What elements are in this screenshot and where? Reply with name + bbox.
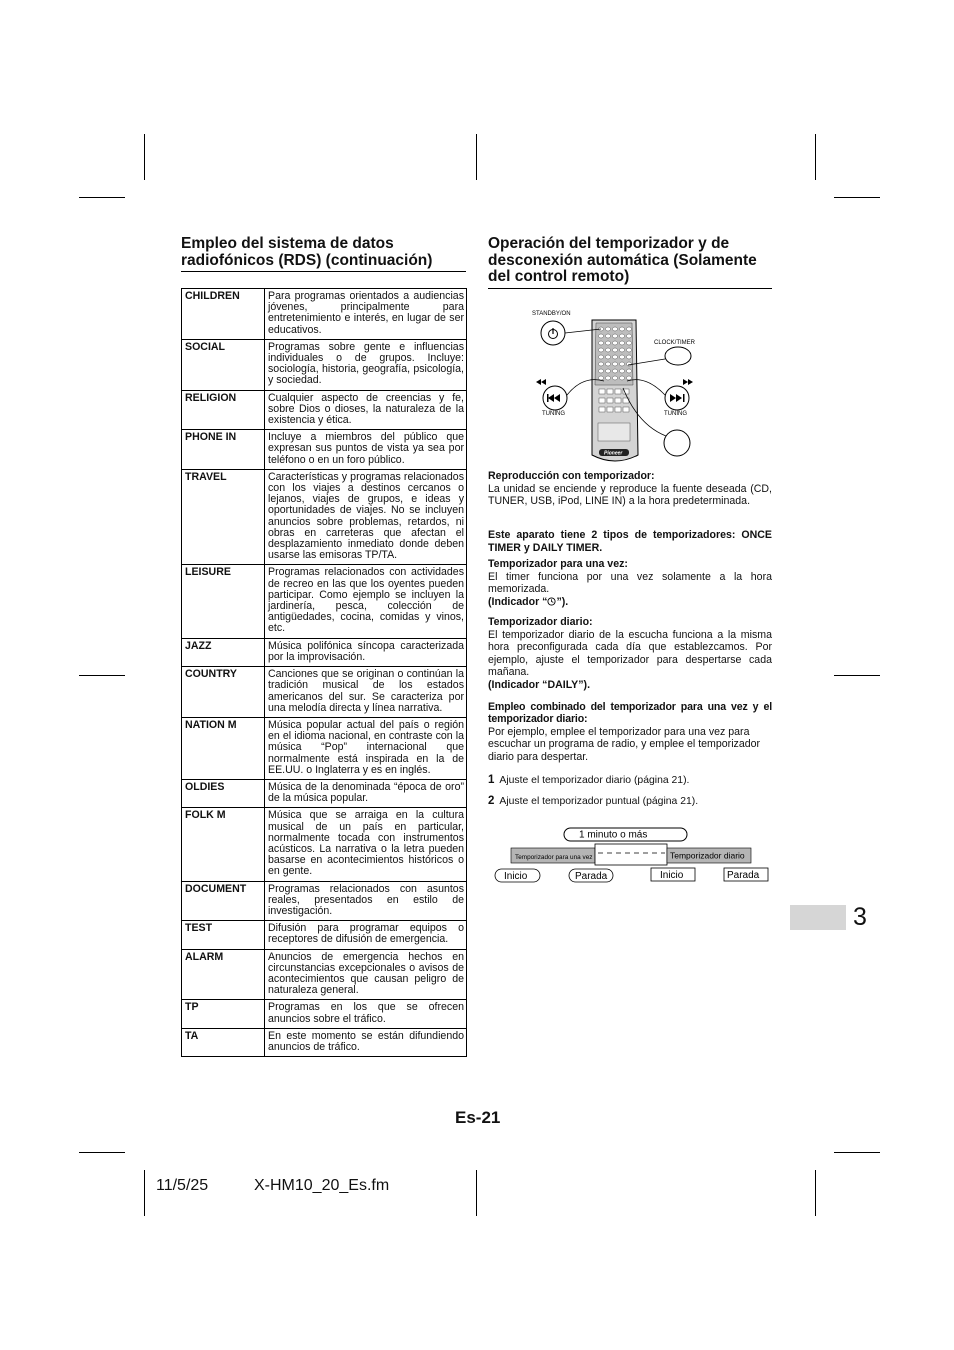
crop-mark xyxy=(79,675,125,676)
paragraph-text: Por ejemplo, emplee el temporizador para una vez para escuchar un programa de radio, y emplee el temporizador diario para despertar. xyxy=(488,725,761,763)
rds-program-description: Música de la denominada “época de oro” de la música popular. xyxy=(265,779,467,807)
remote-key xyxy=(626,369,631,373)
chapter-number: 3 xyxy=(853,903,867,931)
remote-key xyxy=(599,398,605,403)
rds-table-row xyxy=(182,1028,467,1056)
rds-program-type: TA xyxy=(182,1028,265,1056)
crop-mark xyxy=(79,197,125,198)
remote-key xyxy=(619,341,624,345)
remote-key xyxy=(619,369,624,373)
daily-indicator: (Indicador “DAILY”). xyxy=(488,678,591,691)
remote-key xyxy=(598,369,603,373)
remote-key xyxy=(607,398,613,403)
rds-table-row xyxy=(182,1000,467,1028)
step-number: 1 xyxy=(488,774,495,786)
rds-program-description: En este momento se están difundiendo anuncios de tráfico. xyxy=(265,1028,467,1056)
timer-timeline-diagram xyxy=(494,824,772,886)
left-heading xyxy=(181,236,432,269)
remote-key xyxy=(623,407,629,412)
paragraph-heading: Temporizador diario: xyxy=(488,616,593,628)
step-item xyxy=(488,795,698,807)
remote-key xyxy=(598,376,603,380)
timer-types-paragraph: Este aparato tiene 2 tipos de temporizadores: ONCE TIMER y DAILY TIMER. xyxy=(488,529,772,554)
remote-key xyxy=(619,348,624,352)
remote-key xyxy=(612,362,617,366)
remote-key xyxy=(598,355,603,359)
remote-key xyxy=(605,341,610,345)
rds-program-type: RELIGION xyxy=(182,390,265,430)
rds-program-type: TP xyxy=(182,1000,265,1028)
left-heading-line: radiofónicos (RDS) (continuación) xyxy=(181,251,433,269)
remote-key xyxy=(612,341,617,345)
rds-program-type: DOCUMENT xyxy=(182,881,265,921)
remote-key xyxy=(626,341,631,345)
remote-key xyxy=(605,362,610,366)
paragraph-heading: Reproducción con temporizador: xyxy=(488,470,655,482)
timer-playback-paragraph xyxy=(488,470,772,508)
rds-program-description: Difusión para programar equipos o receptores de difusión de emergencia. xyxy=(265,921,467,949)
indicator-suffix: ”). xyxy=(556,595,569,608)
daily-timer-bar-label: Temporizador diario xyxy=(670,850,745,861)
remote-key xyxy=(607,407,613,412)
clock-timer-label: CLOCK/TIMER xyxy=(654,340,696,346)
rds-program-description: Programas relacionados con actividades de recreo en las que los oyentes pueden participar. Como ejemplo se incluyen la jardinería, pesca, colección de antigüedades, cocina, comidas y vinos, etc. xyxy=(265,565,467,638)
rds-program-type: OLDIES xyxy=(182,779,265,807)
rds-table-row xyxy=(182,808,467,881)
stop-label: Parada xyxy=(575,871,608,882)
remote-key xyxy=(615,389,621,394)
rds-program-type: PHONE IN xyxy=(182,430,265,470)
rds-program-type-table xyxy=(181,288,467,1057)
rds-table-row xyxy=(182,339,467,390)
remote-control-illustration xyxy=(528,305,708,470)
remote-key xyxy=(619,334,624,338)
rds-program-type: TRAVEL xyxy=(182,469,265,565)
remote-key xyxy=(598,362,603,366)
crop-mark xyxy=(144,134,145,180)
crop-mark xyxy=(476,134,477,180)
remote-key xyxy=(626,348,631,352)
remote-key xyxy=(626,334,631,338)
remote-key xyxy=(599,389,605,394)
remote-key xyxy=(619,362,624,366)
start-label: Inicio xyxy=(504,871,528,882)
left-heading-line: Empleo del sistema de datos xyxy=(181,235,394,252)
rds-program-description: Programas sobre gente e influencias individuales o de grupos. Incluye: sociología, historia, geografía, psicología, y sociedad. xyxy=(265,339,467,390)
rds-program-description: Incluye a miembros del público que expresan sus puntos de vista ya sea por teléfono o en un foro público. xyxy=(265,430,467,470)
remote-key xyxy=(626,355,631,359)
rds-table-row xyxy=(182,638,467,666)
remote-key xyxy=(619,376,624,380)
rds-program-type: LEISURE xyxy=(182,565,265,638)
rds-program-type: TEST xyxy=(182,921,265,949)
paragraph-text: La unidad se enciende y reproduce la fuente deseada (CD, TUNER, USB, iPod, LINE IN) a la hora predeterminada. xyxy=(488,482,772,508)
crop-mark xyxy=(815,134,816,180)
remote-key xyxy=(598,348,603,352)
crop-mark xyxy=(815,1170,816,1216)
rds-table-row xyxy=(182,390,467,430)
right-heading xyxy=(488,236,757,286)
start-label: Inicio xyxy=(660,870,684,881)
remote-key xyxy=(607,389,613,394)
rds-program-type: SOCIAL xyxy=(182,339,265,390)
rds-table-row xyxy=(182,717,467,779)
rds-program-description: Música que se arraiga en la cultura musical de un país en particular, normalmente tocada con instrumentos acústicos. La narrativa o la letra pueden basarse en acontecimientos históricos o en gente. xyxy=(265,808,467,881)
tuning-right-label: TUNING xyxy=(664,411,687,417)
rds-table-row xyxy=(182,469,467,565)
once-indicator xyxy=(488,596,568,608)
rds-program-description: Música popular actual del país o región en el idioma nacional, en contraste con la música “Pop” internacional que normalmente está inspirada en la de EE.UU. o Inglaterra y es en inglés. xyxy=(265,717,467,779)
remote-key xyxy=(599,407,605,412)
rds-table-row xyxy=(182,779,467,807)
remote-key xyxy=(615,407,621,412)
right-heading-line: del control remoto) xyxy=(488,268,630,285)
step-text: Ajuste el temporizador diario (página 21). xyxy=(499,775,690,786)
rds-program-description: Para programas orientados a audiencias jóvenes, principalmente para entretenimiento e interés, en lugar de ser educativos. xyxy=(265,289,467,340)
rds-program-type: ALARM xyxy=(182,949,265,1000)
rds-table-row xyxy=(182,565,467,638)
right-heading-line: desconexión automática (Solamente xyxy=(488,251,757,269)
remote-key xyxy=(612,327,617,331)
rds-program-type: JAZZ xyxy=(182,638,265,666)
rds-program-description: Canciones que se originan o continúan la tradición musical de los estados americanos del sur. Se caracteriza por una melodía directa y línea narrativa. xyxy=(265,667,467,718)
remote-key xyxy=(612,376,617,380)
heading-rule xyxy=(488,288,772,289)
rds-program-type: NATION M xyxy=(182,717,265,779)
tuning-left-label: TUNING xyxy=(542,411,565,417)
step-item xyxy=(488,774,689,786)
crop-mark xyxy=(834,1152,880,1153)
remote-key xyxy=(605,355,610,359)
page-label: Es-21 xyxy=(455,1108,501,1127)
rds-program-description: Música polifónica síncopa caracterizada por la improvisación. xyxy=(265,638,467,666)
rds-table-row xyxy=(182,949,467,1000)
rds-program-description: Cualquier aspecto de creencias y fe, sobre Dios o dioses, la naturaleza de la existencia y ética. xyxy=(265,390,467,430)
remote-body xyxy=(592,320,638,461)
rds-program-description: Programas en los que se ofrecen anuncios sobre el tráfico. xyxy=(265,1000,467,1028)
paragraph-heading: Empleo combinado del temporizador para una vez y el temporizador diario: xyxy=(488,701,772,726)
daily-timer-paragraph xyxy=(488,616,772,692)
rds-table-row xyxy=(182,881,467,921)
step-number: 2 xyxy=(488,795,495,807)
stop-label: Parada xyxy=(727,870,760,881)
standby-label: STANDBY/ON xyxy=(532,311,571,317)
paragraph-heading: Temporizador para una vez: xyxy=(488,558,628,570)
rds-program-description: Características y programas relacionados con los viajes a destinos cercanos o lejanos, viajes de grupos, e ideas y oportunidades de viajes. No se incluyen anuncios sobre problemas, retardos, ni obras en carreteras que afectan el desplazamiento inmediato donde deben usarse las emisoras TP/TA. xyxy=(265,469,467,565)
once-timer-bar-label: Temporizador para una vez xyxy=(515,854,593,861)
right-heading-line: Operación del temporizador y de xyxy=(488,235,730,252)
remote-key xyxy=(605,369,610,373)
heading-rule xyxy=(181,271,466,272)
indicator-prefix: (Indicador “ xyxy=(488,595,548,608)
rds-table-row xyxy=(182,667,467,718)
remote-key xyxy=(598,334,603,338)
remote-key xyxy=(615,398,621,403)
brand-logo: Pioneer xyxy=(604,450,623,457)
rds-program-type: CHILDREN xyxy=(182,289,265,340)
crop-mark xyxy=(79,1152,125,1153)
combined-timer-paragraph xyxy=(488,701,772,763)
rds-program-type: COUNTRY xyxy=(182,667,265,718)
remote-key xyxy=(605,334,610,338)
footer-filename: X-HM10_20_Es.fm xyxy=(254,1177,390,1194)
crop-mark xyxy=(144,1170,145,1216)
crop-mark xyxy=(476,1170,477,1216)
paragraph-text: El timer funciona por una vez solamente a la hora memorizada. xyxy=(488,570,772,596)
once-timer-paragraph xyxy=(488,558,772,608)
rds-program-description: Anuncios de emergencia hechos en circunstancias excepcionales o avisos de acontecimientos que causan peligro de naturaleza general. xyxy=(265,949,467,1000)
remote-key xyxy=(619,327,624,331)
remote-key xyxy=(626,327,631,331)
remote-key xyxy=(598,341,603,345)
rds-program-type: FOLK M xyxy=(182,808,265,881)
remote-key xyxy=(605,376,610,380)
rds-program-description: Programas relacionados con asuntos reales, presentados en estilo de investigación. xyxy=(265,881,467,921)
crop-mark xyxy=(834,675,880,676)
remote-key xyxy=(612,334,617,338)
clock-timer-button xyxy=(628,347,691,365)
crop-mark xyxy=(834,197,880,198)
gap-label: 1 minuto o más xyxy=(579,829,648,841)
step-text: Ajuste el temporizador puntual (página 21). xyxy=(499,796,699,807)
remote-key xyxy=(626,362,631,366)
remote-key xyxy=(612,355,617,359)
remote-key xyxy=(612,369,617,373)
remote-key xyxy=(605,348,610,352)
remote-key xyxy=(612,348,617,352)
footer-date: 11/5/25 xyxy=(156,1177,209,1194)
rds-table-row xyxy=(182,921,467,949)
rds-table-row xyxy=(182,430,467,470)
remote-key xyxy=(626,376,631,380)
overlap-box xyxy=(595,844,667,865)
remote-key xyxy=(605,327,610,331)
rds-table-row xyxy=(182,289,467,340)
paragraph-text: El temporizador diario de la escucha funciona a la misma hora preconfigurada cada día que establezcamos. Por ejemplo, ajuste el temporizador para despertarse cada mañana. xyxy=(488,628,772,679)
remote-key xyxy=(619,355,624,359)
chapter-tab xyxy=(790,905,846,930)
